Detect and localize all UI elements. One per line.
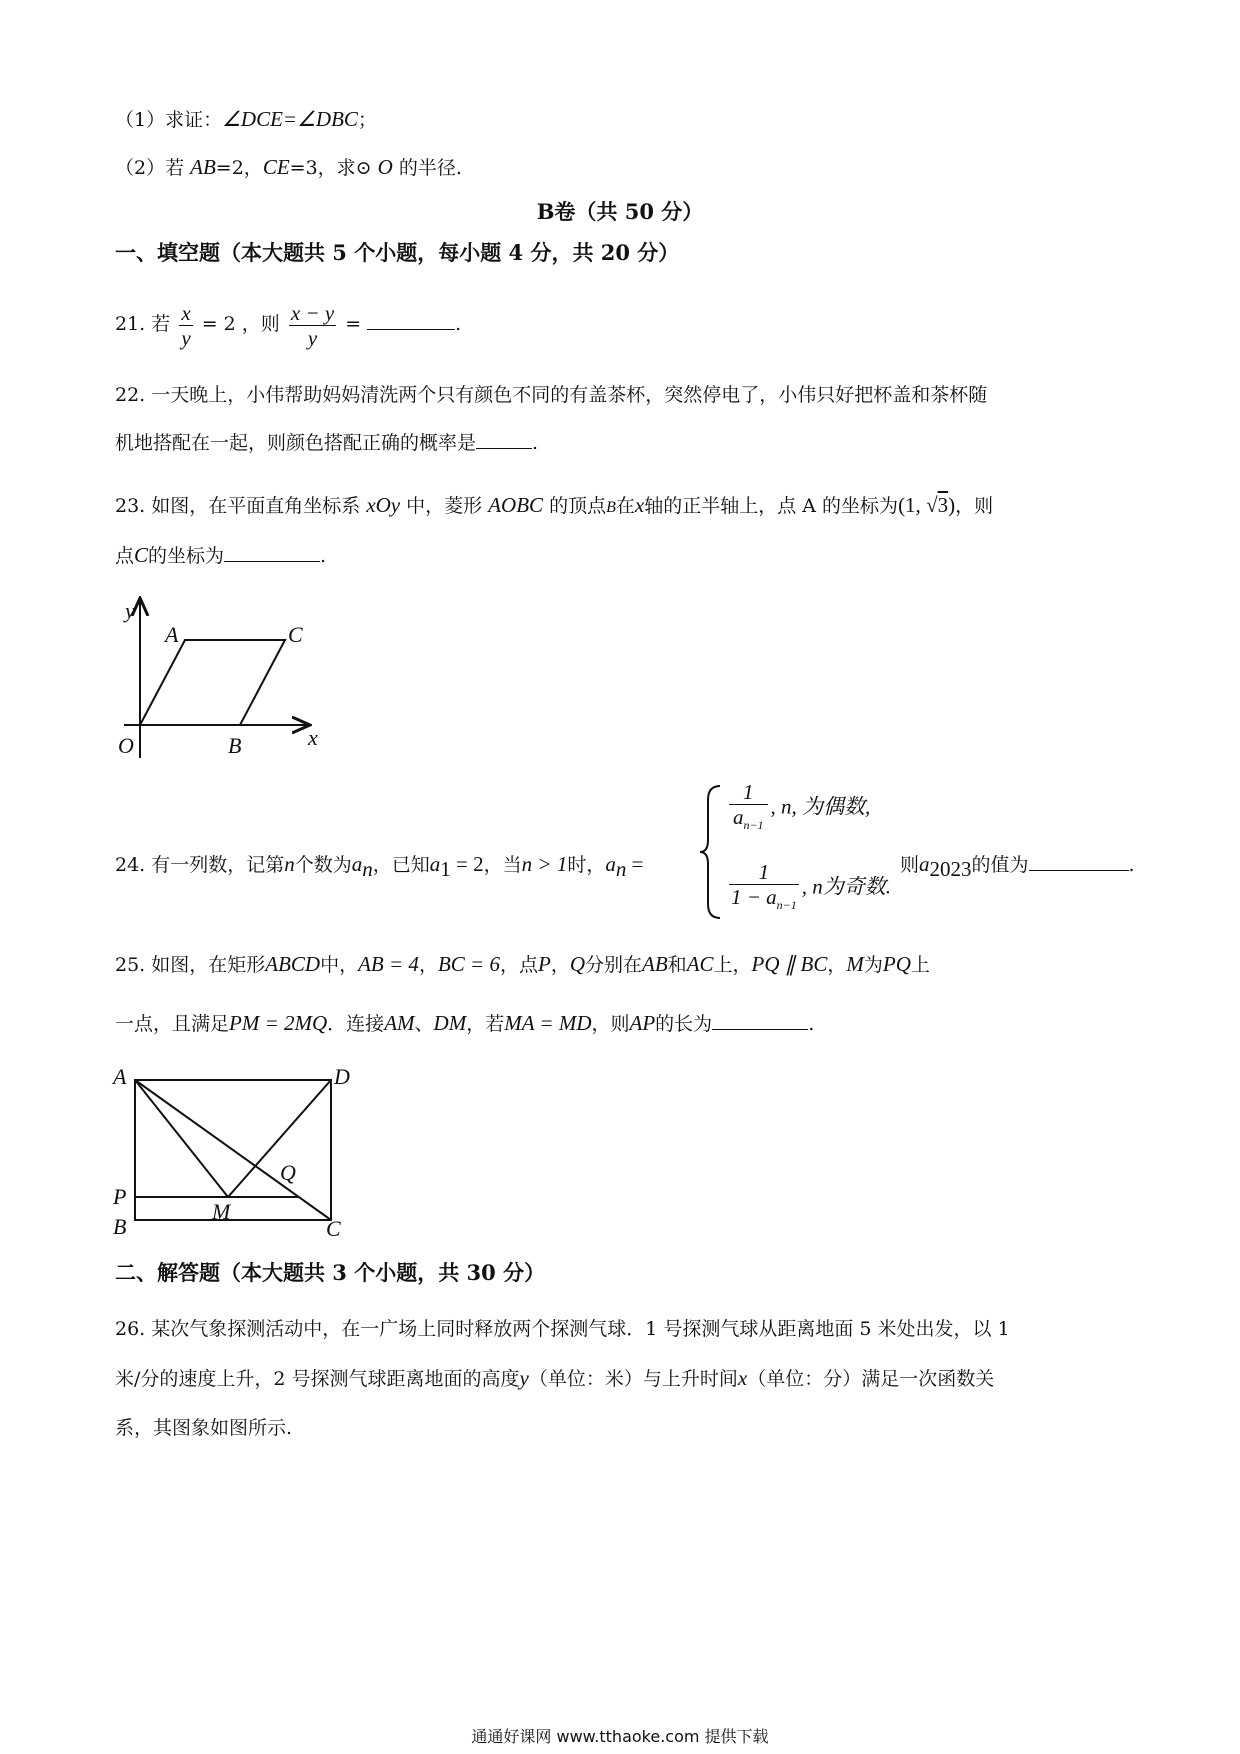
q25-text-i: 为 [863, 954, 883, 976]
prev-part2-suffix: 的半径. [392, 157, 462, 179]
prev-part2-eq2: =3，求 [289, 157, 356, 179]
prev-part2-ce: CE [262, 155, 290, 179]
q25-text-m: 、 [414, 1013, 434, 1035]
question-26-line-3: 系，其图象如图所示. [115, 1417, 293, 1439]
q25-text-d: ，点 [499, 954, 538, 976]
diagonal-ac [135, 1080, 331, 1220]
q25-text-b: 中， [320, 954, 359, 976]
q23-text-b: 中，菱形 [406, 495, 483, 517]
prev-part2-ab: AB [190, 155, 216, 179]
q24-a1-sub: 1 [440, 856, 451, 881]
question-22-line-1: 22. 一天晚上，小伟帮助妈妈清洗两个只有颜色不同的有盖茶杯，突然停电了，小伟只好把杯盖和茶杯随 [115, 384, 988, 406]
q21-answer-blank[interactable] [367, 309, 455, 330]
q24-an2-sub: n [615, 856, 627, 881]
q25-text-n: ，若 [466, 1013, 505, 1035]
q25-text-a: 25. 如图，在矩形 [115, 954, 266, 976]
q24-text-e: 时， [567, 854, 606, 876]
q23-aobc: AOBC [488, 493, 544, 517]
q22-text: 机地搭配在一起，则颜色搭配正确的概率是 [115, 432, 477, 454]
q25-p: P [537, 952, 551, 976]
q23-coord-close: ) [948, 493, 956, 517]
q25-q: Q [569, 952, 585, 976]
q24-suffix [900, 849, 1135, 884]
q24-tail: 的值为 [971, 854, 1029, 876]
q26-y: y [519, 1366, 529, 1390]
q24-n: n [284, 852, 295, 876]
q25-text-k: 一点，且满足 [115, 1013, 230, 1035]
circle-symbol: ⊙ [355, 157, 372, 179]
question-22-line-2 [115, 428, 538, 458]
q24-a1-value: = 2 [450, 852, 484, 876]
q23-end: . [320, 545, 327, 567]
q24-then: 则 [900, 854, 920, 876]
label-c: C [288, 622, 303, 647]
q25-bc: BC = 6 [437, 952, 500, 976]
q24-target-sub: 2023 [929, 856, 972, 881]
question-23-line-2 [115, 540, 326, 571]
prev-part2 [115, 152, 462, 183]
label-m: M [212, 1199, 231, 1224]
q25-text-c: ， [418, 954, 438, 976]
q24-case1-den-a: a [732, 805, 744, 829]
q23-text-e: 轴的正半轴上，点 A 的坐标为 [644, 495, 899, 517]
fill-in-header: 一、填空题（本大题共 5 个小题，每小题 4 分，共 20 分） [115, 240, 680, 265]
question-24-prefix [115, 849, 643, 884]
q23-text-c: 的顶点 [549, 495, 607, 517]
q21-fraction-1 [179, 301, 192, 350]
q24-text-b: 个数为 [294, 854, 352, 876]
q25-ma-md: MA = MD [504, 1011, 592, 1035]
rhombus-figure [110, 590, 340, 765]
question-21 [115, 294, 461, 354]
page-footer: 通通好课网 www.tthaoke.com 提供下载 [471, 1727, 769, 1746]
prev-part2-prefix: （2）若 [115, 157, 191, 179]
q23-sqrt-value: 3 [937, 493, 949, 517]
q25-text-l: ．连接 [327, 1013, 385, 1035]
prev-part1-suffix: ； [357, 109, 377, 131]
q24-condition: n > 1 [521, 852, 568, 876]
sqrt-symbol: √ [926, 493, 938, 517]
q24-case2-den-sub: n−1 [776, 898, 797, 913]
q24-equals: = [626, 852, 644, 876]
q23-text-d: 在 [615, 495, 635, 517]
q25-pq: PQ [882, 952, 911, 976]
q24-case1-fraction [729, 780, 768, 837]
q25-am: AM [384, 1011, 415, 1035]
label-c: C [326, 1216, 341, 1239]
q25-end: . [808, 1013, 815, 1035]
q25-answer-blank[interactable] [712, 1009, 808, 1030]
rhombus-diagram [110, 590, 340, 760]
q23-text-g: 点 [115, 545, 135, 567]
question-25-line-2 [115, 1008, 814, 1039]
q23-text-f: ，则 [955, 495, 994, 517]
q24-case2-numerator: 1 [729, 860, 799, 885]
q21-fraction-2 [289, 301, 336, 350]
label-x: x [308, 725, 318, 750]
label-o: O [118, 733, 134, 758]
rectangle-diagram [108, 1064, 368, 1239]
q24-answer-blank[interactable] [1029, 850, 1129, 871]
rectangle-figure [108, 1064, 368, 1244]
q23-coord-open: (1, [898, 493, 927, 517]
q25-text-j: 上 [910, 954, 930, 976]
label-d: D [334, 1064, 350, 1089]
q24-case-1 [726, 780, 870, 837]
q25-text-g: 上， [713, 954, 752, 976]
prev-part1 [115, 104, 377, 135]
label-y: y [125, 598, 135, 623]
q23-text-h: 的坐标为 [148, 545, 225, 567]
q25-comma: ， [550, 954, 570, 976]
q24-case-2 [726, 860, 891, 917]
q24-end: . [1128, 854, 1135, 876]
q24-case1-tail: , n, 为偶数, [770, 794, 871, 819]
prev-part2-o: O [377, 155, 393, 179]
q25-text-p: 的长为 [655, 1013, 713, 1035]
q21-frac2-numerator: x − y [290, 300, 335, 325]
q25-ap: AP [629, 1011, 656, 1035]
rhombus-aobc [140, 640, 285, 725]
q25-pm: PM = 2MQ [229, 1011, 328, 1035]
q22-end: . [532, 432, 539, 454]
q24-case1-denominator [729, 805, 768, 837]
q25-text-o: ，则 [591, 1013, 630, 1035]
question-26-line-2 [115, 1363, 994, 1394]
prev-part1-prefix: （1）求证： [115, 109, 223, 131]
q25-abcd: ABCD [265, 952, 321, 976]
q24-case2-tail: , n为奇数. [801, 874, 892, 899]
q24-case2-denominator [729, 885, 799, 917]
q23-x: x [634, 493, 645, 517]
piecewise-brace [696, 782, 726, 922]
q21-equals-1: = 2 ，则 [201, 313, 280, 335]
q22-answer-blank[interactable] [476, 428, 532, 449]
q24-case1-numerator: 1 [729, 780, 768, 805]
q25-ab: AB = 4 [358, 952, 419, 976]
label-p: P [113, 1184, 127, 1209]
question-26-line-1: 26. 某次气象探测活动中，在一广场上同时释放两个探测气球．1 号探测气球从距离地面 5 米处出发，以 1 [115, 1318, 1010, 1340]
section-title: B卷（共 50 分） [536, 199, 704, 224]
q24-target: a [919, 852, 930, 876]
q21-end: . [455, 313, 462, 335]
q25-text-e: 分别在 [585, 954, 643, 976]
q23-text-a: 23. 如图，在平面直角坐标系 [115, 495, 361, 517]
q25-dm: DM [433, 1011, 467, 1035]
q25-ac: AC [686, 952, 714, 976]
q25-m: M [846, 952, 864, 976]
label-q: Q [280, 1160, 296, 1185]
q24-a1: a [429, 852, 441, 876]
q25-text-h: ， [827, 954, 847, 976]
q23-xoy: xOy [366, 493, 401, 517]
q21-number: 21. 若 [115, 313, 171, 335]
q24-text-c: ，已知 [372, 854, 430, 876]
q24-an-sub: n [362, 856, 373, 881]
answer-header: 二、解答题（本大题共 3 个小题，共 30 分） [115, 1260, 546, 1285]
q25-ab2: AB [642, 952, 668, 976]
q26-text-b: （单位：米）与上升时间 [528, 1368, 738, 1390]
q21-frac1-numerator: x [181, 300, 191, 325]
q26-text-c: （单位：分）满足一次函数关 [747, 1368, 995, 1390]
label-a: A [113, 1064, 127, 1089]
q26-text-a: 米/分的速度上升，2 号探测气球距离地面的高度 [115, 1368, 520, 1390]
q24-text-d: ，当 [483, 854, 522, 876]
q23-answer-blank[interactable] [224, 541, 320, 562]
q23-c: C [134, 543, 149, 567]
q21-frac2-denominator: y [307, 325, 318, 350]
segment-am [135, 1080, 228, 1197]
question-25-line-1 [115, 949, 930, 980]
q24-an2: a [605, 852, 616, 876]
q24-case2-den-a: 1 − a [731, 885, 777, 909]
q21-equals-2: = [345, 313, 362, 335]
label-b: B [228, 733, 242, 758]
q23-b: B [606, 499, 616, 516]
question-23-line-1 [115, 490, 993, 523]
label-a: A [165, 622, 179, 647]
q24-an: a [351, 852, 363, 876]
label-b: B [113, 1214, 127, 1239]
q25-text-f: 和 [667, 954, 687, 976]
q24-case1-den-sub: n−1 [743, 818, 764, 833]
q24-case2-fraction [729, 860, 799, 917]
q26-x: x [737, 1366, 748, 1390]
q24-text-a: 24. 有一列数，记第 [115, 854, 285, 876]
q21-frac1-denominator: y [181, 325, 191, 350]
prev-part1-math: ∠DCE=∠DBC [222, 107, 358, 131]
prev-part2-eq1: =2， [215, 157, 263, 179]
q25-pq-parallel-bc: PQ ∥ BC [751, 952, 828, 976]
